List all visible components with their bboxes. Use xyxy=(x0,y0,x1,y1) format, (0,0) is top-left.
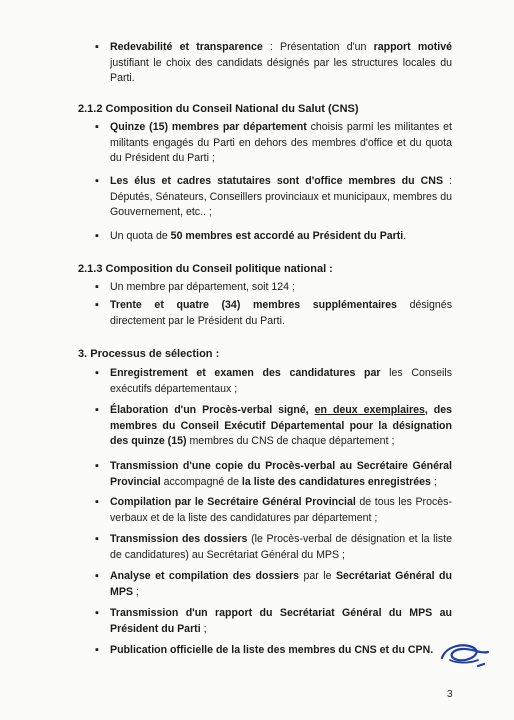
text-run: Les élus et cadres statutaires sont d'office membres du CNS xyxy=(110,175,444,187)
list-item xyxy=(95,606,452,637)
bullet-icon: ▪ xyxy=(95,607,99,619)
text-run: de tous les Procès-verbaux et de la liste des candidatures par département ; xyxy=(110,496,452,524)
text-run: Publication officielle de la liste des membres du CNS et du CPN. xyxy=(110,644,434,656)
text-run: ; xyxy=(430,475,437,488)
text-run: Trente et quatre (34) membres supplémentaires xyxy=(110,299,397,311)
text-run: 50 membres est accordé au Président du Parti xyxy=(170,230,404,242)
bullet-icon: ▪ xyxy=(95,121,99,133)
handwritten-signature xyxy=(436,636,496,672)
bullet-icon: ▪ xyxy=(95,281,99,293)
text-run: ; xyxy=(200,622,207,635)
text-run: Quinze (15) membres par département xyxy=(110,121,307,133)
bullet-icon: ▪ xyxy=(95,299,99,311)
bullet-icon: ▪ xyxy=(95,460,99,472)
bullet-icon: ▪ xyxy=(95,570,99,582)
text-run: Analyse et compilation des dossiers xyxy=(110,570,300,582)
list-item xyxy=(95,298,452,329)
text-run: Un membre par département, soit 124 ; xyxy=(110,281,295,293)
bullet-icon: ▪ xyxy=(95,230,99,242)
text-run: accompagné de xyxy=(160,475,242,488)
list-item xyxy=(95,280,452,296)
list-item xyxy=(95,366,453,397)
bullet-icon: ▪ xyxy=(95,533,99,545)
bullet-item-redevabilite xyxy=(95,40,452,87)
text-run: Secrétariat Général du MPS xyxy=(110,570,452,598)
bullet-icon: ▪ xyxy=(95,404,99,416)
bullet-icon: ▪ xyxy=(95,41,99,53)
text-run: ; xyxy=(132,585,139,598)
bullet-icon: ▪ xyxy=(95,367,99,379)
list-item xyxy=(95,643,452,659)
text-run: par le xyxy=(299,570,336,582)
text-run: Compilation par le Secrétaire Général Provincial xyxy=(110,496,356,508)
list-item xyxy=(95,174,453,221)
text-run: , des membres du Conseil Exécutif Départemental pour la désignation des quinze (15) xyxy=(110,404,452,448)
list-item xyxy=(95,495,452,526)
text-run: la liste des candidatures enregistrées xyxy=(241,475,431,488)
text-run: : Députés, Sénateurs, Conseillers provinciaux et municipaux, membres du Gouvernement, etc.. ; xyxy=(110,175,453,219)
section-heading-2-1-3: 2.1.3 Composition du Conseil politique national : xyxy=(78,263,333,275)
text-run: justifiant le choix des candidats désignés par les structures locales du Parti. xyxy=(110,56,452,85)
section-heading-3: 3. Processus de sélection : xyxy=(78,348,220,360)
text-run: Élaboration d'un Procès-verbal signé, xyxy=(110,404,315,416)
text-run: les Conseils exécutifs départementaux ; xyxy=(110,367,453,395)
bullet-icon: ▪ xyxy=(95,175,99,187)
bullet-icon: ▪ xyxy=(95,496,99,508)
text-run: Enregistrement et examen des candidatures par xyxy=(110,367,381,379)
text-run: Un quota de xyxy=(110,230,171,242)
text-run: Transmission des dossiers xyxy=(110,533,248,545)
bullet-icon: ▪ xyxy=(95,644,99,656)
text-run: (le Procès-verbal de désignation et la liste de candidatures) au Secrétariat Général du MPS ; xyxy=(110,533,453,561)
list-item xyxy=(95,532,453,563)
text-run: : Présentation d'un xyxy=(262,41,374,53)
text-run: désignés directement par le Président du Parti. xyxy=(110,299,452,327)
list-item xyxy=(95,229,452,245)
page-number: 3 xyxy=(447,689,453,700)
list-item xyxy=(95,569,452,600)
text-run: Redevabilité et transparence xyxy=(110,41,263,53)
list-item xyxy=(95,459,452,490)
text-run: membres du CNS de chaque département ; xyxy=(186,435,395,448)
text-run: en deux exemplaires xyxy=(314,404,425,416)
text-run: . xyxy=(403,230,407,242)
text-run: choisis parmi les militantes et militants engagés du Parti en dehors des membres d'office et du quota du Président du Parti ; xyxy=(110,121,452,165)
list-item xyxy=(95,120,452,167)
list-item xyxy=(95,403,452,450)
text-run: Transmission d'un rapport du Secrétariat Général du MPS au Président du Parti xyxy=(110,607,452,635)
text-run: rapport motivé xyxy=(373,41,452,53)
section-heading-2-1-2: 2.1.2 Composition du Conseil National du Salut (CNS) xyxy=(78,103,359,115)
text-run: Transmission d'une copie du Procès-verbal au Secrétaire Général Provincial xyxy=(110,460,452,488)
